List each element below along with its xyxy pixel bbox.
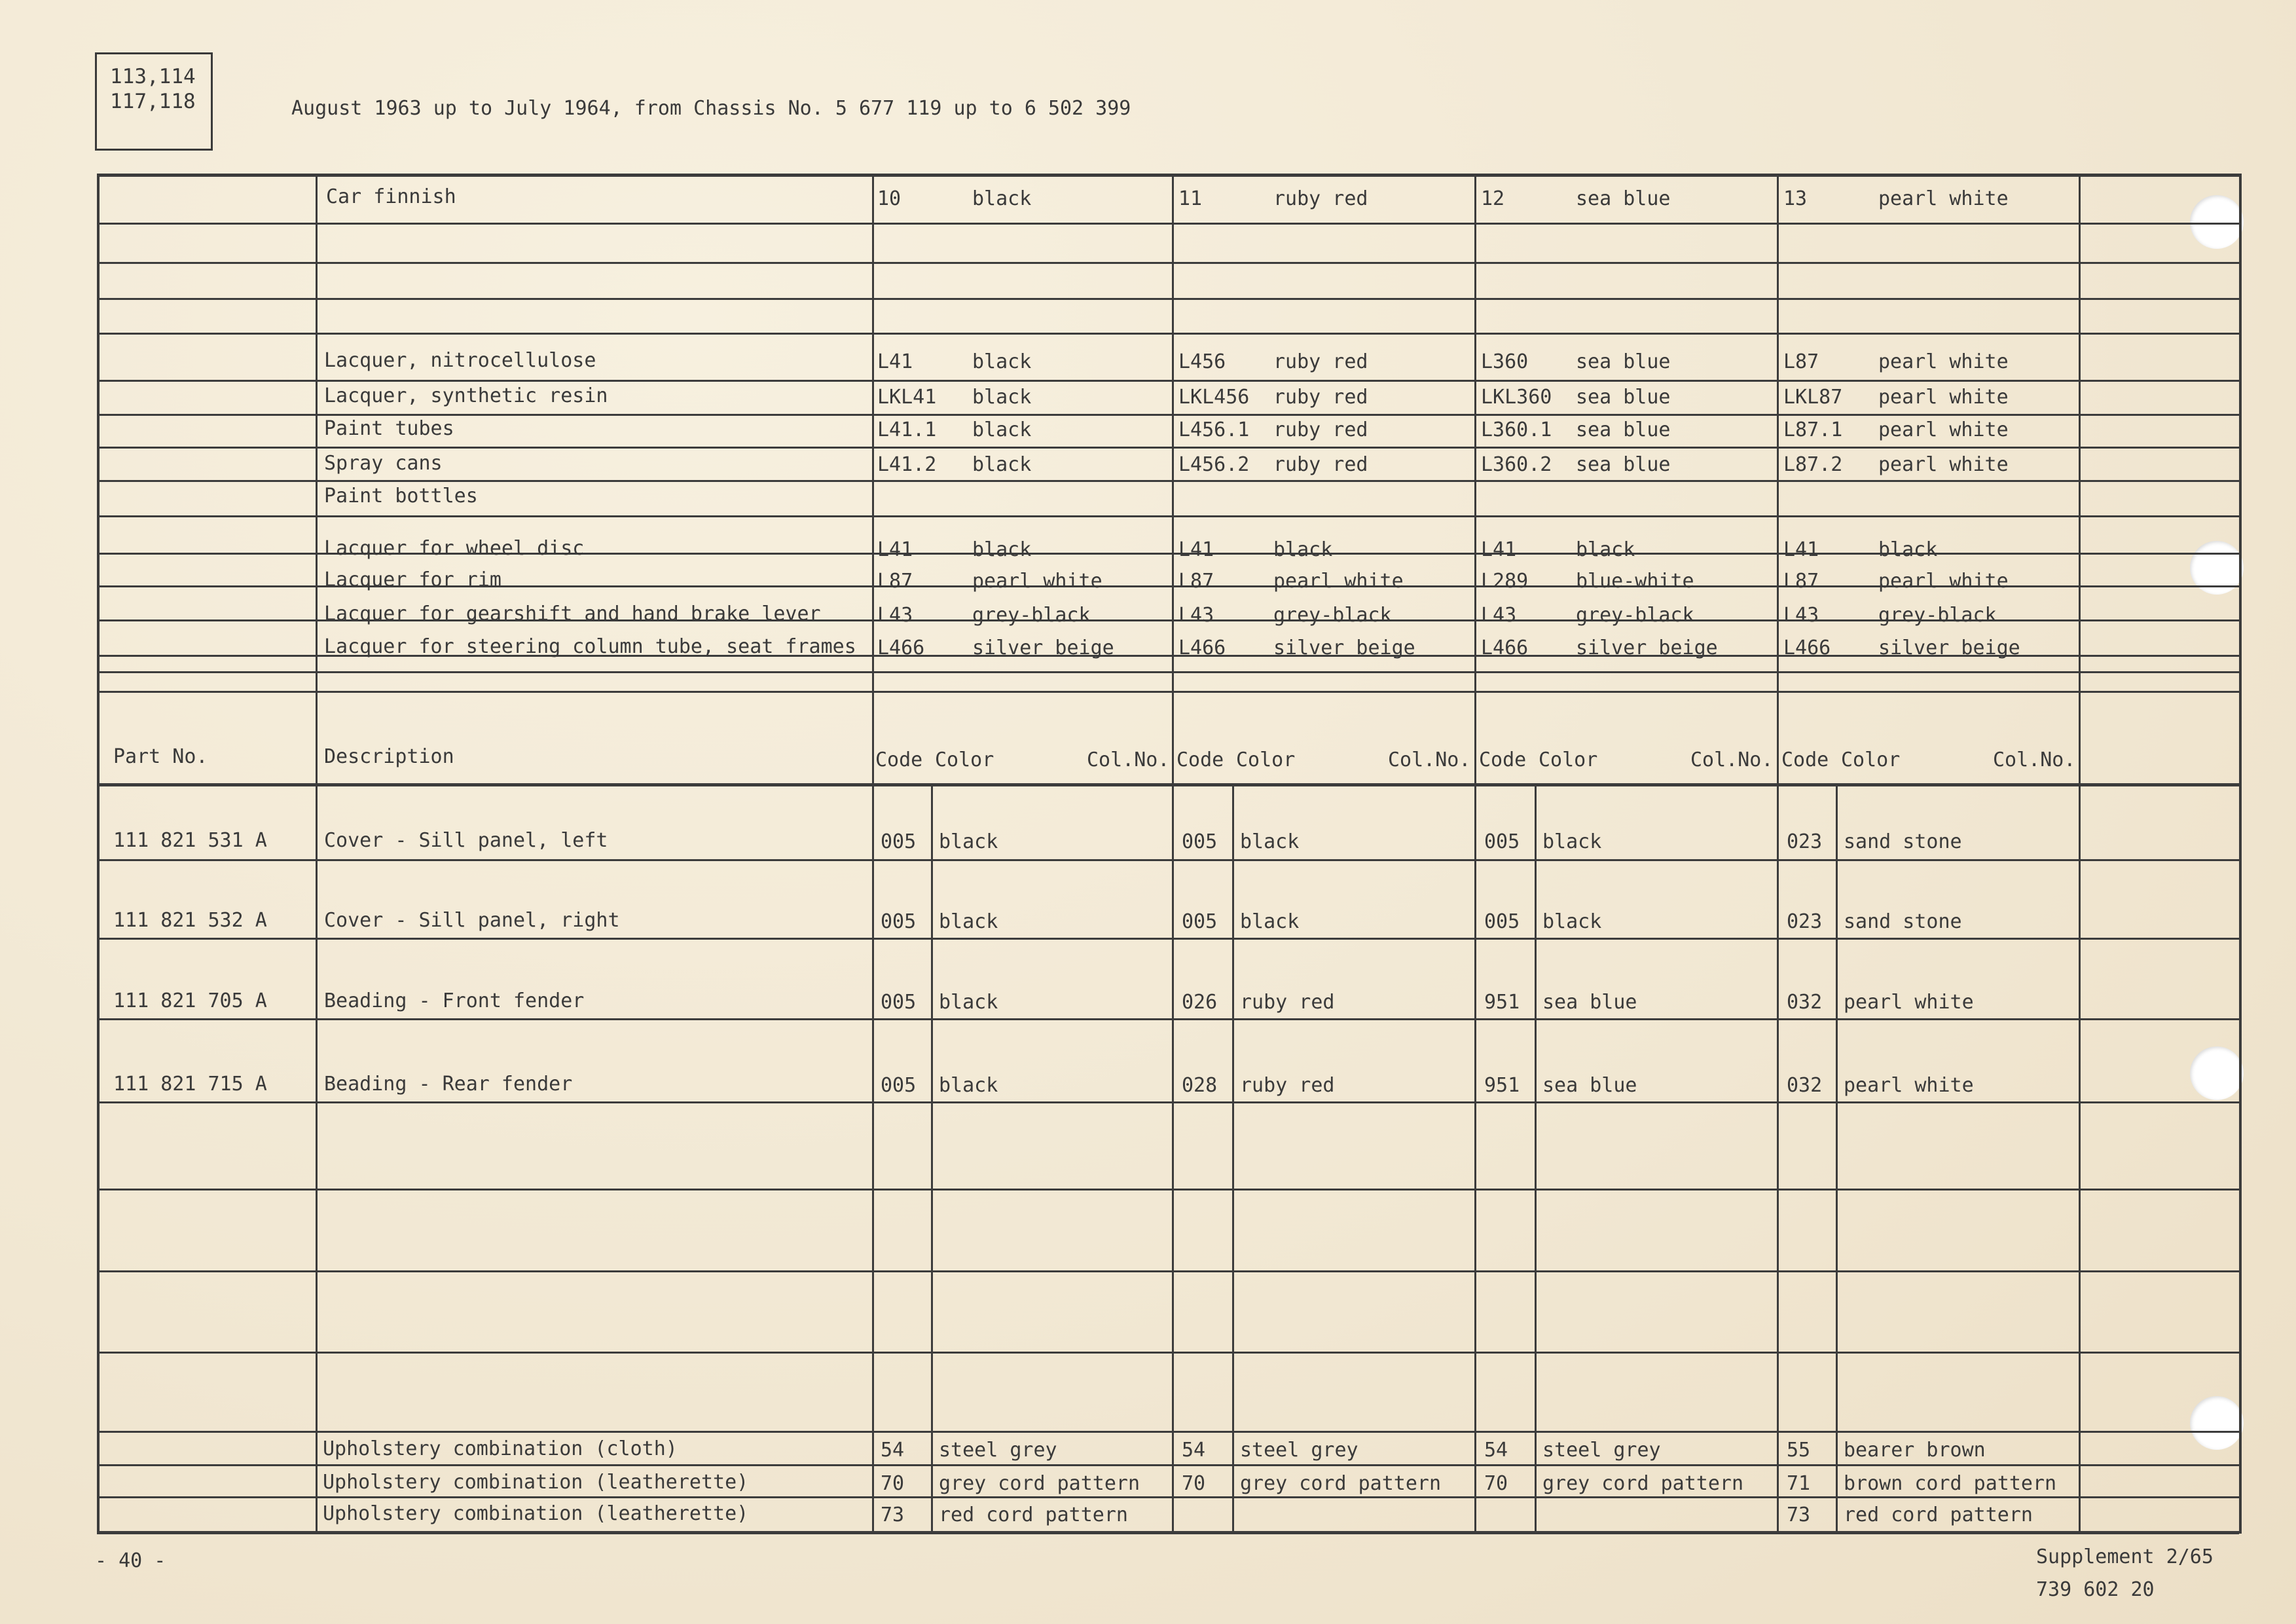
table-rule	[97, 1431, 2239, 1433]
lacquer-label: Lacquer, nitrocellulose	[324, 349, 596, 372]
col-no-header: Col.No.	[1993, 748, 2076, 771]
lacquer-color: black	[1878, 538, 1938, 561]
lacquer-code: L41	[877, 350, 913, 373]
lacquer-code: LKL456	[1178, 386, 1250, 409]
table-rule	[97, 414, 2239, 416]
table-rule	[97, 333, 2239, 335]
part-color-name: black	[1542, 830, 1602, 853]
table-rule	[97, 1352, 2239, 1354]
color-header: Color	[1539, 748, 1598, 771]
upholstery-label: Upholstery combination (leatherette)	[323, 1471, 749, 1494]
lacquer-color: sea blue	[1576, 453, 1671, 476]
table-rule	[97, 1464, 2239, 1466]
lacquer-code: L87.1	[1783, 418, 1843, 441]
upholstery-code: 55	[1787, 1439, 1811, 1462]
lacquer-label: Lacquer for wheel disc	[324, 537, 585, 560]
model-number-box	[95, 52, 213, 151]
binder-hole	[2190, 1046, 2244, 1100]
lacquer-label: Lacquer for rim	[324, 568, 501, 591]
lacquer-code: L466	[877, 637, 925, 659]
lacquer-code: L87	[1178, 570, 1214, 593]
lacquer-label: Spray cans	[324, 452, 443, 475]
lacquer-color: silver beige	[1273, 637, 1415, 659]
lacquer-color: black	[972, 386, 1032, 409]
part-color-name: sand stone	[1844, 830, 1962, 853]
upholstery-label: Upholstery combination (leatherette)	[323, 1502, 749, 1525]
lacquer-color: black	[972, 418, 1032, 441]
code-color-rule	[931, 784, 933, 1534]
upholstery-color: bearer brown	[1844, 1439, 1986, 1462]
lacquer-color: sea blue	[1576, 418, 1671, 441]
table-rule	[97, 262, 2239, 264]
finish-name: ruby red	[1273, 187, 1368, 210]
color-header: Color	[1236, 748, 1296, 771]
lacquer-code: L360.2	[1481, 453, 1552, 476]
part-number: 111 821 531 A	[113, 829, 267, 852]
table-rule	[97, 859, 2239, 861]
lacquer-code: L466	[1783, 637, 1831, 659]
table-bottom-border	[97, 1531, 2239, 1534]
part-number: 111 821 532 A	[113, 909, 267, 932]
part-color-name: sea blue	[1542, 991, 1637, 1014]
upholstery-code: 70	[1484, 1472, 1508, 1495]
finish-name: black	[972, 187, 1032, 210]
col-no-header: Col.No.	[1690, 748, 1774, 771]
lacquer-code: LKL360	[1481, 386, 1552, 409]
part-color-name: sea blue	[1542, 1074, 1637, 1097]
part-color-code: 005	[1182, 830, 1218, 853]
lacquer-color: sea blue	[1576, 350, 1671, 373]
lacquer-code: L87	[1783, 350, 1819, 373]
lacquer-label: Paint bottles	[324, 485, 478, 507]
model-number-2: 117,118	[110, 90, 196, 113]
lacquer-color: pearl white	[1878, 570, 2009, 593]
column-rule	[97, 174, 100, 1534]
lacquer-label: Lacquer for steering column tube, seat frames	[324, 635, 856, 658]
part-color-name: black	[939, 830, 998, 853]
code-color-rule	[1535, 784, 1537, 1534]
table-rule	[97, 671, 2239, 673]
lacquer-code: L41	[1783, 538, 1819, 561]
lacquer-label: Lacquer, synthetic resin	[324, 384, 608, 407]
table-rule	[97, 1018, 2239, 1020]
lacquer-code: LKL41	[877, 386, 937, 409]
part-color-name: ruby red	[1240, 1074, 1335, 1097]
part-color-name: pearl white	[1844, 991, 1974, 1014]
table-rule	[97, 223, 2239, 225]
table-rule	[97, 938, 2239, 940]
table-rule	[97, 515, 2239, 517]
lacquer-color: grey-black	[972, 604, 1091, 627]
binder-hole	[2190, 195, 2244, 249]
upholstery-color: grey cord pattern	[1542, 1472, 1744, 1495]
part-color-code: 005	[1484, 830, 1520, 853]
finish-code: 11	[1178, 187, 1203, 210]
column-rule	[2079, 174, 2081, 1534]
code-header: Code	[1781, 748, 1829, 771]
lacquer-color: pearl white	[1878, 453, 2009, 476]
table-rule	[97, 1101, 2239, 1103]
finish-code: 10	[877, 187, 902, 210]
color-header: Color	[1841, 748, 1901, 771]
lacquer-code: L456.1	[1178, 418, 1250, 441]
lacquer-color: black	[1273, 538, 1333, 561]
upholstery-code: 73	[881, 1504, 905, 1526]
lacquer-color: black	[972, 538, 1032, 561]
lacquer-code: L289	[1481, 570, 1529, 593]
lacquer-color: ruby red	[1273, 386, 1368, 409]
lacquer-code: L456.2	[1178, 453, 1250, 476]
lacquer-color: pearl white	[1878, 350, 2009, 373]
lacquer-code: L360.1	[1481, 418, 1552, 441]
part-color-name: black	[1542, 910, 1602, 933]
part-number: 111 821 715 A	[113, 1073, 267, 1096]
upholstery-color: steel grey	[939, 1439, 1057, 1462]
upholstery-code: 73	[1787, 1504, 1811, 1526]
col-no-header: Col.No.	[1388, 748, 1471, 771]
lacquer-code: L360	[1481, 350, 1529, 373]
upholstery-code: 54	[1182, 1439, 1206, 1462]
part-color-code: 951	[1484, 1074, 1520, 1097]
lacquer-color: black	[972, 453, 1032, 476]
lacquer-color: grey-black	[1273, 604, 1392, 627]
part-color-name: black	[939, 991, 998, 1014]
part-color-name: pearl white	[1844, 1074, 1974, 1097]
color-header: Color	[935, 748, 994, 771]
lacquer-color: sea blue	[1576, 386, 1671, 409]
lacquer-color: pearl white	[1878, 418, 2009, 441]
lacquer-color: ruby red	[1273, 418, 1368, 441]
part-color-name: black	[939, 1074, 998, 1097]
document-number: 739 602 20	[2036, 1578, 2155, 1601]
lacquer-code: L466	[1481, 637, 1529, 659]
lacquer-color: black	[972, 350, 1032, 373]
upholstery-code: 70	[1182, 1472, 1206, 1495]
upholstery-color: grey cord pattern	[939, 1472, 1140, 1495]
lacquer-code: L41	[1481, 538, 1517, 561]
lacquer-code: L87.2	[1783, 453, 1843, 476]
part-color-code: 023	[1787, 830, 1823, 853]
finish-code: 13	[1783, 187, 1808, 210]
lacquer-color: pearl white	[1878, 386, 2009, 409]
code-color-rule	[1836, 784, 1838, 1534]
part-description: Beading - Rear fender	[324, 1073, 573, 1096]
part-description: Cover - Sill panel, left	[324, 829, 608, 852]
upholstery-color: brown cord pattern	[1844, 1472, 2057, 1495]
part-color-code: 026	[1182, 991, 1218, 1014]
part-color-name: black	[1240, 830, 1300, 853]
part-color-code: 028	[1182, 1074, 1218, 1097]
part-color-code: 005	[881, 910, 917, 933]
finish-code: 12	[1481, 187, 1505, 210]
part-color-code: 032	[1787, 1074, 1823, 1097]
code-header: Code	[1479, 748, 1527, 771]
lacquer-code: L41	[877, 538, 913, 561]
description-header: Description	[324, 745, 454, 768]
lacquer-color: pearl white	[1273, 570, 1404, 593]
binder-hole	[2190, 1396, 2244, 1450]
part-description: Beading - Front fender	[324, 989, 585, 1012]
lacquer-code: L87	[877, 570, 913, 593]
model-number-1: 113,114	[110, 65, 196, 88]
table-rule	[97, 380, 2239, 382]
part-color-code: 005	[881, 1074, 917, 1097]
table-rule	[97, 1496, 2239, 1498]
upholstery-color: steel grey	[1542, 1439, 1661, 1462]
lacquer-code: L41.1	[877, 418, 937, 441]
part-description: Cover - Sill panel, right	[324, 909, 620, 932]
lacquer-color: silver beige	[1576, 637, 1718, 659]
part-color-code: 005	[881, 991, 917, 1014]
validity-text: August 1963 up to July 1964, from Chassis No. 5 677 119 up to 6 502 399	[291, 97, 1131, 120]
column-rule	[872, 174, 874, 1534]
lacquer-label: Lacquer for gearshift and hand brake lever	[324, 602, 821, 625]
upholstery-color: steel grey	[1240, 1439, 1358, 1462]
lacquer-color: pearl white	[972, 570, 1102, 593]
upholstery-code: 54	[1484, 1439, 1508, 1462]
part-color-name: ruby red	[1240, 991, 1335, 1014]
lacquer-code: L41	[1178, 538, 1214, 561]
lacquer-color: ruby red	[1273, 350, 1368, 373]
supplement-label: Supplement 2/65	[2036, 1545, 2214, 1568]
column-rule	[2239, 174, 2242, 1534]
lacquer-color: grey-black	[1576, 604, 1694, 627]
part-color-code: 005	[1484, 910, 1520, 933]
column-rule	[1474, 174, 1476, 1534]
part-no-header: Part No.	[113, 745, 208, 768]
page-number: - 40 -	[95, 1549, 166, 1572]
lacquer-color: blue-white	[1576, 570, 1694, 593]
part-color-code: 951	[1484, 991, 1520, 1014]
column-rule	[1777, 174, 1779, 1534]
upholstery-color: red cord pattern	[1844, 1504, 2033, 1526]
part-color-code: 023	[1787, 910, 1823, 933]
lacquer-color: ruby red	[1273, 453, 1368, 476]
table-rule	[97, 1189, 2239, 1190]
table-rule	[97, 480, 2239, 482]
upholstery-color: red cord pattern	[939, 1504, 1128, 1526]
car-finish-label: Car finnish	[326, 185, 456, 208]
table-rule	[97, 691, 2239, 693]
lacquer-color: silver beige	[1878, 637, 2020, 659]
code-header: Code	[1176, 748, 1224, 771]
header-separator	[97, 783, 2239, 786]
table-top-border	[97, 174, 2239, 177]
finish-name: pearl white	[1878, 187, 2009, 210]
lacquer-code: L43	[877, 604, 913, 627]
column-rule	[1172, 174, 1174, 1534]
lacquer-color: grey-black	[1878, 604, 1997, 627]
part-color-name: sand stone	[1844, 910, 1962, 933]
table-rule	[97, 298, 2239, 300]
lacquer-code: L41.2	[877, 453, 937, 476]
table-rule	[97, 447, 2239, 449]
lacquer-color: black	[1576, 538, 1635, 561]
lacquer-color: silver beige	[972, 637, 1114, 659]
part-color-code: 032	[1787, 991, 1823, 1014]
part-color-code: 005	[881, 830, 917, 853]
lacquer-code: LKL87	[1783, 386, 1843, 409]
upholstery-label: Upholstery combination (cloth)	[323, 1437, 678, 1460]
table-rule	[97, 1270, 2239, 1272]
lacquer-label: Paint tubes	[324, 417, 454, 440]
upholstery-code: 70	[881, 1472, 905, 1495]
upholstery-color: grey cord pattern	[1240, 1472, 1442, 1495]
code-header: Code	[875, 748, 923, 771]
part-color-code: 005	[1182, 910, 1218, 933]
lacquer-code: L466	[1178, 637, 1226, 659]
part-color-name: black	[1240, 910, 1300, 933]
column-rule	[316, 174, 318, 1534]
finish-name: sea blue	[1576, 187, 1671, 210]
lacquer-code: L87	[1783, 570, 1819, 593]
code-color-rule	[1232, 784, 1234, 1534]
lacquer-code: L43	[1783, 604, 1819, 627]
upholstery-code: 54	[881, 1439, 905, 1462]
part-number: 111 821 705 A	[113, 989, 267, 1012]
part-color-name: black	[939, 910, 998, 933]
lacquer-code: L456	[1178, 350, 1226, 373]
lacquer-code: L43	[1481, 604, 1517, 627]
col-no-header: Col.No.	[1087, 748, 1170, 771]
upholstery-code: 71	[1787, 1472, 1811, 1495]
lacquer-code: L43	[1178, 604, 1214, 627]
